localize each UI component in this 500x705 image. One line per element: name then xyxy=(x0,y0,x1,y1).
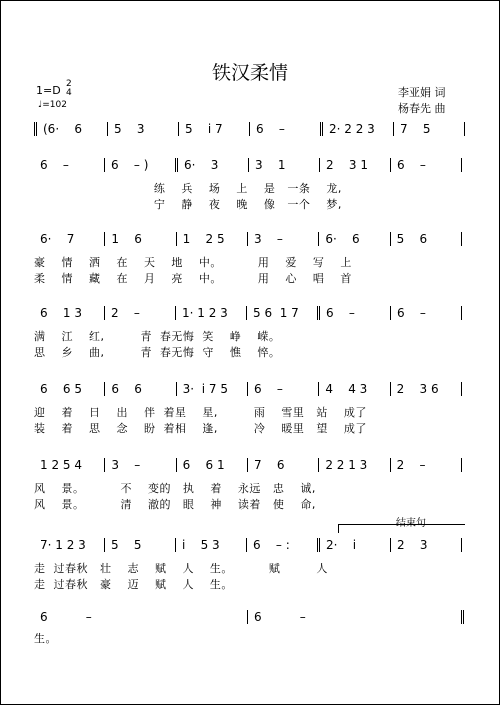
song-title: 铁汉柔情 xyxy=(211,62,288,84)
measure: 1 2 5 4 xyxy=(34,458,105,472)
tempo-marking: ♩=102 xyxy=(38,100,67,110)
measure: 5 6 1 7 xyxy=(247,306,320,320)
lyric-verse-1: 豪 情 洒 在 天 地 中。 用 爱 写 上 xyxy=(34,256,352,269)
ending-label: 结束句 xyxy=(396,518,426,529)
measure: 2 – xyxy=(105,306,176,320)
staff-line-5 xyxy=(34,382,462,396)
measure: 6 1 3 xyxy=(34,306,105,320)
measure: 5 3 xyxy=(108,122,179,136)
measure: 7 5 xyxy=(394,122,465,136)
measure: 6· 7 xyxy=(34,232,105,246)
staff-line-1 xyxy=(34,122,465,136)
lyric-verse-1: 走 过春秋 壮 志 赋 人 生。 赋 人 xyxy=(34,562,328,575)
measure: 2 3 1 xyxy=(320,158,391,172)
lyric-verse-2: 风 景。 清 澈的 眼 神 读着 使 命, xyxy=(34,498,316,511)
measure: 6 – xyxy=(34,610,248,624)
measure: 5 i 7 xyxy=(179,122,250,136)
staff-line-7 xyxy=(34,538,462,552)
composer-credit: 杨春先 曲 xyxy=(398,102,446,115)
measure: 6 – : xyxy=(247,538,320,552)
measure: 6· 3 xyxy=(178,158,249,172)
lyric-verse-1: 迎 着 日 出 伴 着星 星, 雨 雪里 站 成了 xyxy=(34,406,367,419)
measure: 6 – xyxy=(34,158,105,172)
measure: 6 – xyxy=(391,306,462,320)
staff-line-6 xyxy=(34,458,462,472)
measure: 3 1 xyxy=(249,158,320,172)
measure: 4 4 3 xyxy=(319,382,390,396)
measure: 6· 6 xyxy=(319,232,390,246)
measure: 5 5 xyxy=(105,538,176,552)
staff-line-2 xyxy=(34,158,462,172)
measure: 6 – xyxy=(248,382,319,396)
lyric-final: 生。 xyxy=(34,632,57,645)
measure: 2· i xyxy=(320,538,391,552)
time-signature-bottom: 4 xyxy=(66,88,72,98)
lyric-verse-2: 思 乡 曲, 青 春无悔 守 憔 悴。 xyxy=(34,346,281,359)
measure: 7· 1 2 3 xyxy=(34,538,105,552)
measure: 1 6 xyxy=(105,232,176,246)
key-signature: 1=D xyxy=(36,84,61,97)
staff-line-8 xyxy=(34,610,464,624)
measure: 3 – xyxy=(105,458,176,472)
measure: (6· 6 xyxy=(37,122,108,136)
lyric-verse-1: 练 兵 场 上 是 一条 龙, xyxy=(34,182,342,195)
measure: 6 – xyxy=(248,610,464,624)
time-signature-top: 2 xyxy=(66,79,72,89)
lyric-verse-2: 装 着 思 念 盼 着相 逢, 冷 暖里 望 成了 xyxy=(34,422,367,435)
measure: 6 6 5 xyxy=(34,382,105,396)
measure: 2 2 1 3 xyxy=(319,458,390,472)
measure: 7 6 xyxy=(248,458,319,472)
time-signature xyxy=(66,80,72,98)
measure: 6 – ) xyxy=(105,158,178,172)
lyric-verse-2: 宁 静 夜 晚 像 一个 梦, xyxy=(34,198,342,211)
measure: 6 – xyxy=(250,122,323,136)
measure: 5 6 xyxy=(391,232,462,246)
staff-line-4 xyxy=(34,306,462,320)
lyric-verse-2: 走 过春秋 豪 迈 赋 人 生。 xyxy=(34,578,233,591)
measure: 6 – xyxy=(320,306,391,320)
measure: 1 2 5 xyxy=(177,232,248,246)
measure: 2· 2 2 3 xyxy=(323,122,394,136)
staff-line-3 xyxy=(34,232,462,246)
measure: 3· i 7 5 xyxy=(177,382,248,396)
measure: 6 6 xyxy=(105,382,176,396)
lyric-verse-1: 风 景。 不 变的 执 着 永远 忠 诚, xyxy=(34,482,316,495)
measure: 6 – xyxy=(391,158,462,172)
ending-bracket xyxy=(338,524,465,533)
measure: 6 6 1 xyxy=(177,458,248,472)
measure: i 5 3 xyxy=(176,538,247,552)
lyricist-credit: 李亚娟 词 xyxy=(398,86,446,99)
lyric-verse-1: 满 江 红, 青 春无悔 笑 峥 嵘。 xyxy=(34,330,281,343)
measure: 1· 1 2 3 xyxy=(176,306,247,320)
lyric-verse-2: 柔 情 藏 在 月 亮 中。 用 心 唱 首 xyxy=(34,272,352,285)
measure: 3 – xyxy=(248,232,319,246)
measure: 2 – xyxy=(391,458,462,472)
measure: 2 3 xyxy=(391,538,462,552)
measure: 2 3 6 xyxy=(391,382,462,396)
